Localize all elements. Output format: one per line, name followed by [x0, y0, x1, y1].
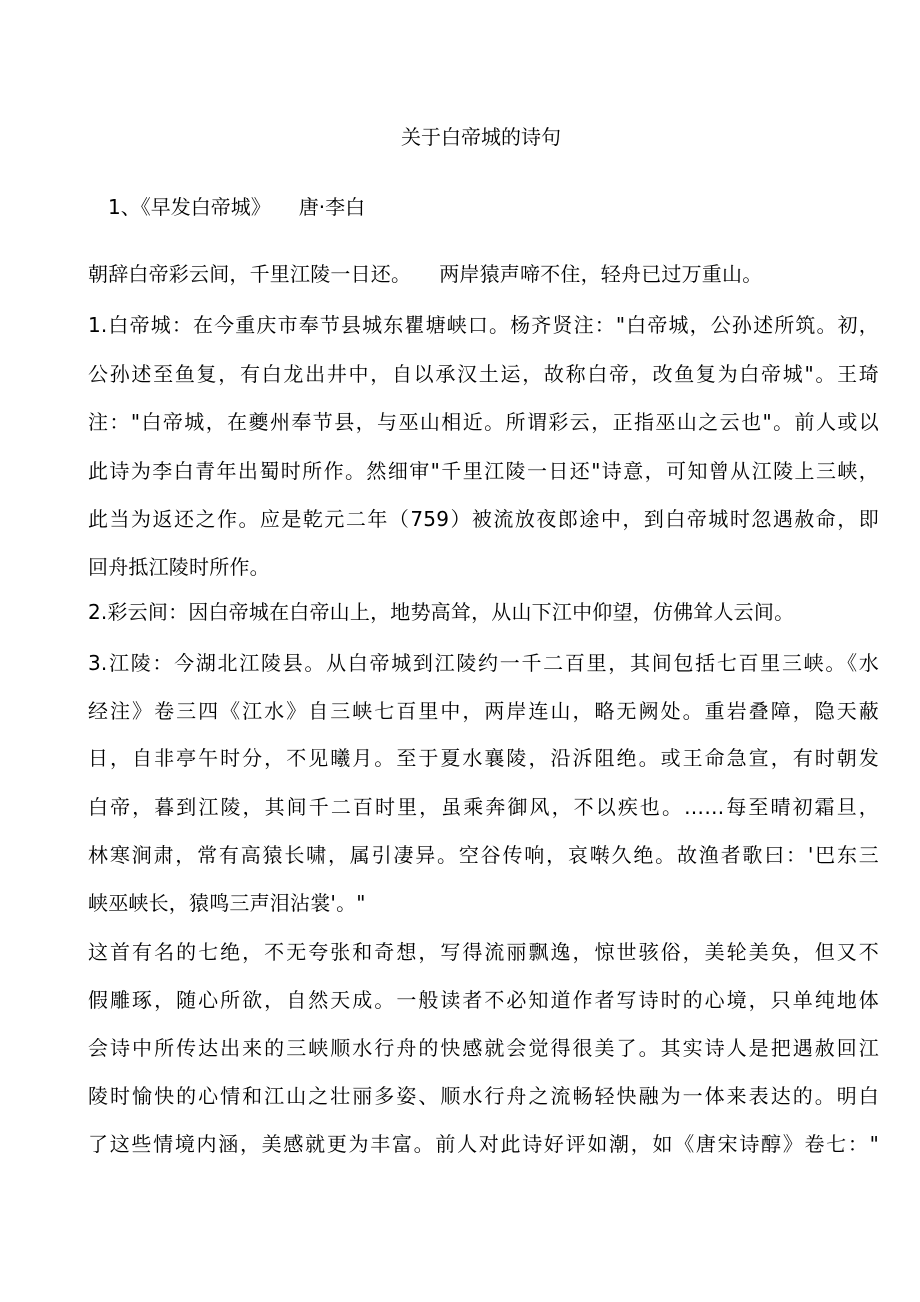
- text-line: 了这些情境内涵，美感就更为丰富。前人对此诗好评如潮，如《唐宋诗醇》卷七：": [88, 1132, 879, 1156]
- text-line: 经注》卷三四《江水》自三峡七百里中，两岸连山，略无阙处。重岩叠障，隐天蔽: [88, 699, 879, 723]
- poem-heading: [108, 192, 365, 222]
- text-line: 此诗为李白青年出蜀时所作。然细审"千里江陵一日还"诗意，可知曾从江陵上三峡，: [88, 459, 879, 483]
- text-line: 2.彩云间：因白帝城在白帝山上，地势高耸，从山下江中仰望，仿佛耸人云间。: [88, 600, 795, 624]
- text-line: 此当为返还之作。应是乾元二年（759）被流放夜郎途中，到白帝城时忽遇赦命，即: [88, 507, 879, 531]
- text-line: 会诗中所传达出来的三峡顺水行舟的快感就会觉得很美了。其实诗人是把遇赦回江: [88, 1036, 879, 1060]
- text-line: 回舟抵江陵时所作。: [88, 555, 270, 579]
- text-line: 注："白帝城，在夔州奉节县，与巫山相近。所谓彩云，正指巫山之云也"。前人或以: [88, 410, 879, 434]
- poem-author: 唐·李白: [298, 195, 366, 219]
- text-line: 峡巫峡长，猿鸣三声泪沾裳'。": [88, 891, 366, 915]
- text-line: 这首有名的七绝，不无夸张和奇想，写得流丽飘逸，惊世骇俗，美轮美奂，但又不: [88, 940, 879, 964]
- poem-title: 《早发白帝城》: [140, 195, 271, 219]
- heading-number: 1、: [108, 195, 141, 219]
- text-line: 1.白帝城：在今重庆市奉节县城东瞿塘峡口。杨齐贤注："白帝城，公孙述所筑。初，: [88, 313, 879, 337]
- text-line: 林寒涧肃，常有高猿长啸，属引凄异。空谷传响，哀啭久绝。故渔者歌曰：'巴东三: [88, 843, 879, 867]
- text-line: 公孙述至鱼复，有白龙出井中，自以承汉土运，故称白帝，改鱼复为白帝城"。王琦: [88, 362, 879, 386]
- text-line: 陵时愉快的心情和江山之壮丽多姿、顺水行舟之流畅轻快融为一体来表达的。明白: [88, 1084, 879, 1108]
- text-line: 3.江陵：今湖北江陵县。从白帝城到江陵约一千二百里，其间包括七百里三峡。《水: [88, 651, 879, 675]
- poem-text: [88, 259, 762, 289]
- document-title: 关于白帝城的诗句: [401, 125, 561, 149]
- text-line: 日，自非亭午时分，不见曦月。至于夏水襄陵，沿泝阻绝。或王命急宣，有时朝发: [88, 746, 879, 770]
- poem-second-half: 两岸猿声啼不住，轻舟已过万重山。: [439, 262, 763, 286]
- poem-first-half: 朝辞白帝彩云间，千里江陵一日还。: [88, 262, 412, 286]
- text-line: 假雕琢，随心所欲，自然天成。一般读者不必知道作者写诗时的心境，只单纯地体: [88, 988, 879, 1012]
- text-line: 白帝，暮到江陵，其间千二百时里，虽乘奔御风，不以疾也。……每至晴初霜旦，: [88, 795, 879, 819]
